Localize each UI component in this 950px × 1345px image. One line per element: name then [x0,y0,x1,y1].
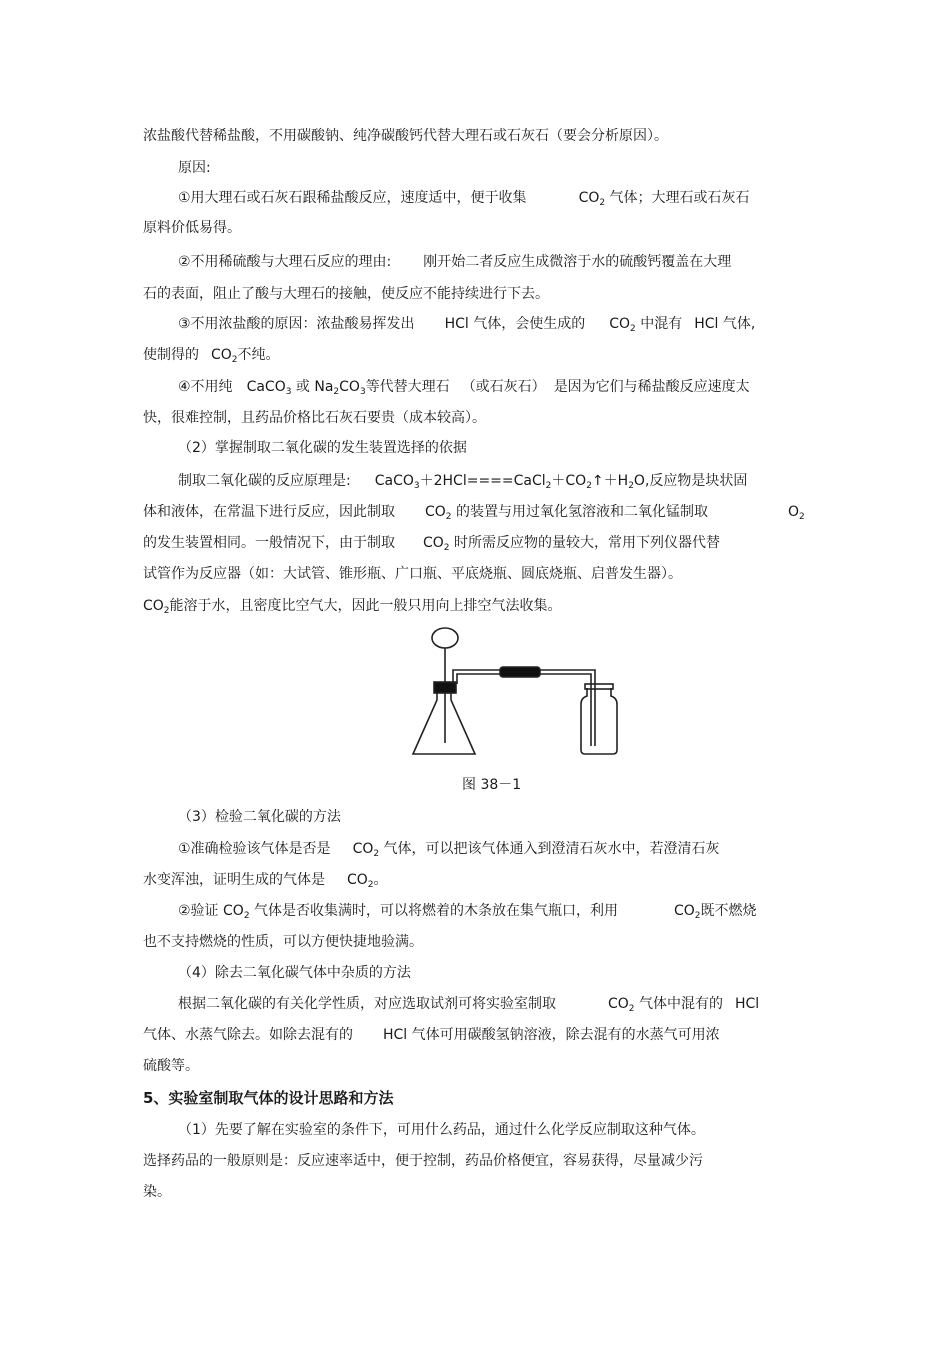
section-heading-5: 5、实验室制取气体的设计思路和方法 [143,1089,394,1107]
para-line: 浓盐酸代替稀盐酸，不用碳酸钠、纯净碳酸钙代替大理石或石灰石（要会分析原因）。 [143,128,668,144]
test-2-line-1: ②验证 $CO_2$ 气体是否收集满时，可以将燃着的木条放在集气瓶口，利用 $CO_2$既不燃烧 [178,903,757,921]
test-2-line-2: 也不支持燃烧的性质，可以方便快捷地验满。 [143,934,423,950]
delivery-tube-left [453,670,500,684]
conical-flask [413,688,475,754]
reason-1-line-1: ①用大理石或石灰石跟稀盐酸反应，速度适中，便于收集 $CO_2$ 气体；大理石或石灰石 [178,190,750,208]
apparatus-figure [405,618,635,763]
figure-caption: 图 38－1 [462,777,522,793]
reason-2-line-1: ②不用稀硫酸与大理石反应的理由: 刚开始二者反应生成微溶于水的硫酸钙覆盖在大理 [178,254,732,270]
test-1-line-2: 水变浑浊，证明生成的气体是 $CO_2$。 [143,872,388,890]
section-heading-3: （3）检验二氧化碳的方法 [178,809,341,825]
test-1-line-1: ①准确检验该气体是否是 $CO_2$ 气体，可以把该气体通入到澄清石灰水中，若澄清石灰 [178,841,720,859]
remove-line-2: 气体、水蒸气除去。如除去混有的 HCl 气体可用碳酸氢钠溶液，除去混有的水蒸气可用浓 [143,1027,720,1043]
reason-3-line-1: ③不用浓盐酸的原因：浓盐酸易挥发出 HCl 气体，会使生成的 $CO_2$ 中混有 HCl 气体, [178,316,756,334]
funnel-bulb [432,628,458,648]
rubber-connector [500,667,540,677]
reason-2-line-2: 石的表面，阻止了酸与大理石的接触，使反应不能持续进行下去。 [143,286,549,302]
design-line-2: 选择药品的一般原则是：反应速率适中，便于控制，药品价格便宜，容易获得，尽量减少污 [143,1153,703,1169]
design-line-1: （1）先要了解在实验室的条件下，可用什么药品，通过什么化学反应制取这种气体。 [178,1122,705,1138]
reason-4-line-1: ④不用纯 CaCO$_3$ 或 $Na_2CO_3$等代替大理石 （或石灰石） 是因为它们与稀盐酸反应速度太 [178,379,750,397]
principle-line-5: $CO_2$能溶于水，且密度比空气大，因此一般只用向上排空气法收集。 [143,598,562,616]
remove-line-3: 硫酸等。 [143,1058,199,1074]
reason-4-line-2: 快，很难控制，且药品价格比石灰石要贵（成本较高）。 [143,410,486,426]
principle-line-4: 试管作为反应器（如：大试管、锥形瓶、广口瓶、平底烧瓶、圆底烧瓶、启普发生器）。 [143,566,682,582]
principle-line-3: 的发生装置相同。一般情况下，由于制取 $CO_2$ 时所需反应物的量较大，常用下列仪器代替 [143,535,720,553]
section-heading-4: （4）除去二氧化碳气体中杂质的方法 [178,965,411,981]
delivery-tube-right [540,670,595,746]
principle-line-1: 制取二氧化碳的反应原理是: $CaCO_3+2HCl====CaCl_2+CO_2↑+H_2O$,反应物是块状固 [178,473,748,491]
section-heading-2: （2）掌握制取二氧化碳的发生装置选择的依据 [178,440,467,456]
reason-1-line-2: 原料价低易得。 [143,220,241,236]
gas-jar [581,688,617,754]
design-line-3: 染。 [143,1184,171,1200]
jar-cover [585,684,613,689]
principle-o2: $O_2$ [788,504,805,522]
reason-heading: 原因: [178,160,211,176]
remove-line-1: 根据二氧化碳的有关化学性质，对应选取试剂可将实验室制取 $CO_2$ 气体中混有的 HCl [178,996,760,1014]
reason-3-line-2: 使制得的 $CO_2$不纯。 [143,347,280,365]
principle-line-2: 体和液体，在常温下进行反应，因此制取 $CO_2$ 的装置与用过氧化氢溶液和二氧化锰制取 [143,504,708,522]
